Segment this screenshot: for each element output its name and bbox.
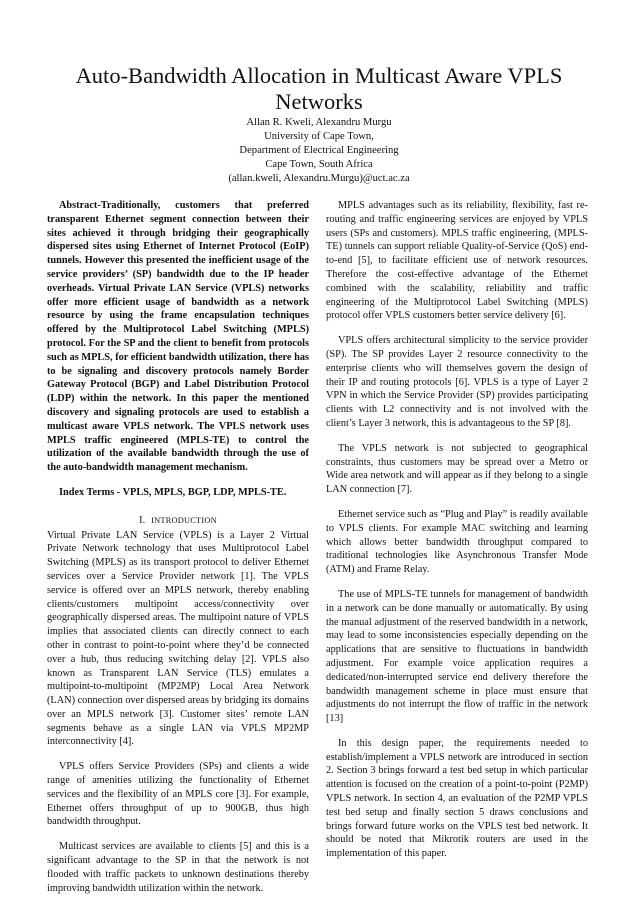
author-names: Allan R. Kweli, Alexandru Murgu	[246, 117, 392, 128]
body-paragraph: Virtual Private LAN Service (VPLS) is a Layer 2 Virtual Private Network technology that uses Multiprotocol Label Switching (MPLS) as its transport protocol to deliver Ethernet services over a Service Provider network [1]. The VPLS service is offered over an MPLS network, thereby enabling clients/customers multipoint access/connectivity over geographically dispersed areas. The multipoint nature of VPLS implies that associated clients can directly connect to each other in contrast to point-to-point where they’d be connected over a hub, thus reducing switching delay [2]. VPLS also known as Transparent LAN Service (TLS) emulates a multipoint-to-multipoint (MP2MP) Local Area Network (LAN) connection over dispersed areas by bridging its domains over an MPLS network [3]. Customer sites’ remote LAN segments behave as a single LAN via VPLS MP2MP interconnectivity [4].	[47, 529, 309, 748]
section-name: INTRODUCTION	[151, 515, 217, 525]
section-number: I.	[139, 514, 146, 526]
abstract-paragraph: Abstract-Traditionally, customers that preferred transparent Ethernet segment connection between their sites achieved it through bridging their geographically dispersed sites using Ethernet of Internet Protocol (EoIP) tunnels. However this presented the inefficient usage of the service providers’ (SP) bandwidth due to the IP header overheads. Virtual Private LAN Service (VPLS) networks offer more efficient usage of bandwidth as a network resource by using the frame encapsulation techniques offered by the Multiprotocol Label Switching (MPLS) protocol. For the SP and the client to benefit from protocols such as MPLS, for efficient bandwidth utilization, there has to be signaling and discovery protocols namely Border Gateway Protocol (BGP) and Label Distribution Protocol (LDP) within the network. In this paper the mentioned discovery and signaling protocols are used to establish a multicast aware VPLS network. The VPLS network uses MPLS traffic engineered (MPLS-TE) to control the utilization of the available bandwidth through the use of the auto-bandwidth management mechanism.	[47, 200, 309, 474]
body-paragraph: In this design paper, the requirements needed to establish/implement a VPLS network are introduced in section 2. Section 3 brings forward a test bed setup in which particular attention is focused on the creation of a point-to-point (P2MP) VPLS network. In section 4, an evaluation of the P2MP VPLS test bed setup and finally section 5 draws conclusions and brings forward future works on the VPLS test bed network. It should be noted that Mikrotik routers are used in the implementation of this paper.	[326, 737, 588, 860]
section-heading-introduction	[47, 514, 309, 528]
body-paragraph: Multicast services are available to clients [5] and this is a significant advantage to the SP in that the network is not flooded with traffic packets to unknown destinations thereby improving bandwidth utilization within the network.	[47, 841, 309, 894]
author-university: University of Cape Town,	[264, 130, 374, 142]
body-paragraph: VPLS offers architectural simplicity to the service provider (SP). The SP provides Layer 2 resource connectivity to the enterprise clients who will themselves govern the design of their IP and routing protocols [6]. VPLS is a type of Layer 2 VPN in which the Service Provider (SP) provides participating clients with L2 connectivity and is not involved with the client’s Layer 3 network, this is advantageous to the SP [8].	[326, 335, 588, 429]
author-block	[100, 116, 538, 186]
body-paragraph: The use of MPLS-TE tunnels for management of bandwidth in a network can be done manually or automatically. By using the manual adjustment of the reserved bandwidth in a network, may lead to some inconsistencies especially depending on the applications that are sensitive to fluctuations in bandwidth adjustment. For example voice application requires a dedicated/non-interrupted service end delivery therefore the bandwidth management scheme in place must ensure that adjustments do not interrupt the flow of traffic in the network [13]	[326, 588, 588, 725]
body-paragraph: MPLS advantages such as its reliability, flexibility, fast re-routing and traffic engineering services are enjoyed by VPLS users (SPs and customers). MPLS traffic engineering, (MPLS-TE) tunnels can support reliable Quality-of-Service (QoS) end-to-end [5], to facilitate efficient use of network resources. Therefore the cost-effective advantage of the Ethernet combined with the scalability, reliability and traffic engineering of the Multiprotocol Label Switching (MPLS) protocol offer VPLS customers better service delivery [6].	[326, 200, 588, 322]
body-paragraph: The VPLS network is not subjected to geographical constraints, thus customers may be spread over a Metro or Wide area network and will appear as if they belong to a single LAN connection [7].	[326, 442, 588, 496]
author-department: Department of Electrical Engineering	[239, 144, 399, 156]
right-column	[326, 199, 588, 872]
paper-title: Auto-Bandwidth Allocation in Multicast Aware VPLS Networks	[75, 63, 563, 114]
author-email: (allan.kweli, Alexandru.Murgu)@uct.ac.za	[228, 172, 410, 184]
author-location: Cape Town, South Africa	[265, 158, 373, 170]
body-paragraph: VPLS offers Service Providers (SPs) and clients a wide range of amenities utilizing the functionality of Ethernet services and the flexibility of an MPLS core [3]. For example, Ethernet offers throughput of up to 900GB, thus high bandwidth throughput.	[47, 761, 309, 828]
left-column	[47, 199, 309, 906]
index-terms: Index Terms - VPLS, MPLS, BGP, LDP, MPLS-TE.	[59, 486, 287, 498]
body-paragraph: Ethernet service such as “Plug and Play” is readily available to VPLS clients. For example MAC switching and learning which allows better bandwidth throughput compared to traditional technologies like Asynchronous Transfer Mode (ATM) and Frame Relay.	[326, 508, 588, 576]
